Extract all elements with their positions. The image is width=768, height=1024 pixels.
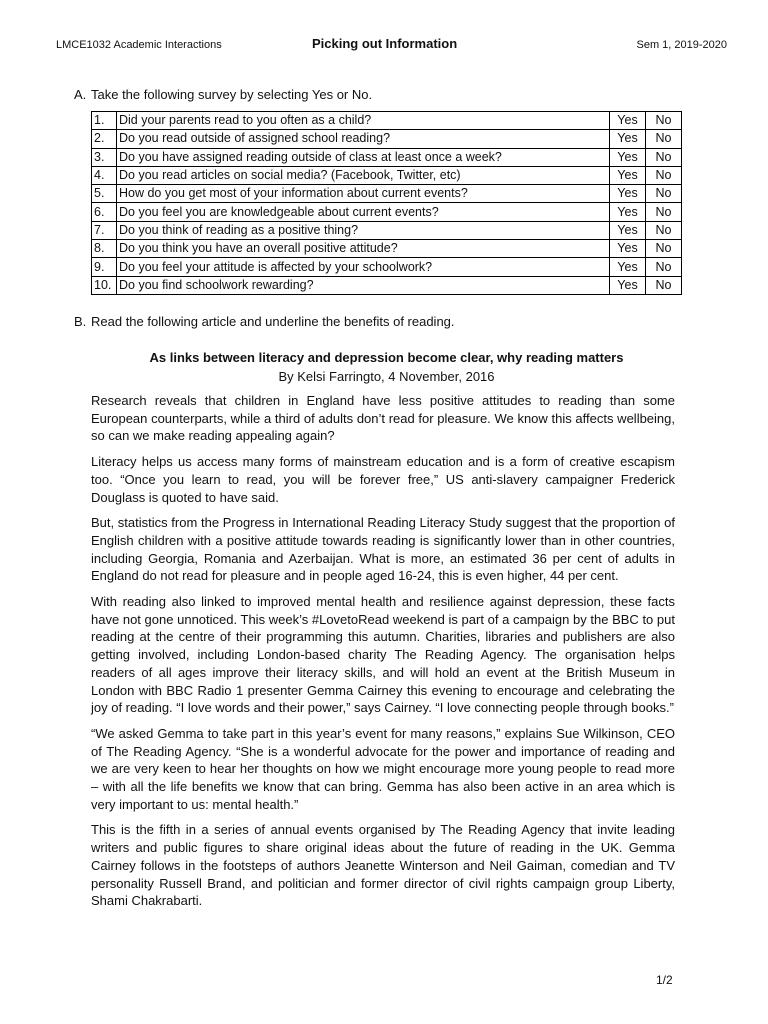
survey-row [92,276,682,294]
article-byline: By Kelsi Farringto, 4 November, 2016 [278,369,495,384]
question-number: 9. [92,258,117,276]
section-b-instruction [74,314,455,329]
question-number: 2. [92,130,117,148]
question-text: Do you have assigned reading outside of class at least once a week? [117,148,610,166]
article-paragraph: “We asked Gemma to take part in this year’s event for many reasons,” explains Sue Wilkinson, CEO of The Reading Agency. “She is a wonderful advocate for the power and importance of reading and we are very keen to hear her thoughts on how we might encourage more young people to read more – with all the life benefits we know that can bring. Gemma has also been active in an area which is very important to us: mental health.” [91,725,675,812]
question-number: 4. [92,166,117,184]
section-instruction-text: Take the following survey by selecting Yes or No. [91,87,373,102]
survey-row [92,185,682,203]
question-number: 5. [92,185,117,203]
yes-option[interactable]: Yes [610,112,646,130]
no-option[interactable]: No [646,112,682,130]
survey-table [91,111,682,295]
section-letter: A. [74,87,87,102]
no-option[interactable]: No [646,130,682,148]
question-text: Do you read articles on social media? (Facebook, Twitter, etc) [117,166,610,184]
no-option[interactable]: No [646,203,682,221]
article-paragraph: Research reveals that children in England have less positive attitudes to reading than some European counterparts, while a third of adults don’t read for pleasure. We know this affects wellbeing, so can we make reading appealing again? [91,393,675,444]
yes-option[interactable]: Yes [610,240,646,258]
survey-row [92,148,682,166]
page-header [56,36,727,56]
survey-row [92,221,682,239]
course-code: LMCE1032 Academic Interactions [56,39,222,51]
page-title: Picking out Information [312,36,458,51]
yes-option[interactable]: Yes [610,258,646,276]
article-title: As links between literacy and depression become clear, why reading matters [149,350,624,365]
question-text: Do you think of reading as a positive thing? [117,221,610,239]
question-text: Do you feel your attitude is affected by your schoolwork? [117,258,610,276]
no-option[interactable]: No [646,166,682,184]
yes-option[interactable]: Yes [610,203,646,221]
yes-option[interactable]: Yes [610,221,646,239]
no-option[interactable]: No [646,221,682,239]
article-body [91,392,675,918]
article-paragraph: Literacy helps us access many forms of mainstream education and is a form of creative escapism too. “Once you learn to read, you will be forever free,” US anti-slavery campaigner Frederick Douglass is quoted to have said. [91,454,675,505]
question-text: Do you think you have an overall positive attitude? [117,240,610,258]
page-number: 1/2 [656,973,673,987]
survey-row [92,203,682,221]
section-instruction-text: Read the following article and underline the benefits of reading. [91,314,455,329]
section-letter: B. [74,314,87,329]
no-option[interactable]: No [646,258,682,276]
article-paragraph: This is the fifth in a series of annual events organised by The Reading Agency that invite leading writers and public figures to share original ideas about the future of reading in the UK. Gemma Cairney follows in the footsteps of authors Jeanette Winterson and Neil Gaiman, comedian and TV personality Russell Brand, and politician and former director of civil rights campaign group Liberty, Shami Chakrabarti. [91,822,675,909]
question-number: 6. [92,203,117,221]
yes-option[interactable]: Yes [610,130,646,148]
question-number: 10. [92,276,117,294]
question-number: 7. [92,221,117,239]
yes-option[interactable]: Yes [610,185,646,203]
question-text: How do you get most of your information about current events? [117,185,610,203]
section-a-instruction [74,87,372,102]
survey-row [92,166,682,184]
question-number: 1. [92,112,117,130]
yes-option[interactable]: Yes [610,148,646,166]
article-paragraph: But, statistics from the Progress in International Reading Literacy Study suggest that the proportion of English children with a positive attitude towards reading is significantly lower than in other countries, including Georgia, Romania and Azerbaijan. What is more, an estimated 36 per cent of adults in England do not read for pleasure and in people aged 16-24, this is even higher, 44 per cent. [91,515,675,584]
question-text: Did your parents read to you often as a child? [117,112,610,130]
article-paragraph: With reading also linked to improved mental health and resilience against depression, these facts have not gone unnoticed. This week’s #LovetoRead weekend is part of a campaign by the BBC to put reading at the centre of their programming this autumn. Charities, libraries and publishers are also getting involved, including London-based charity The Reading Agency. The organisation helps readers of all ages improve their literacy skills, and will hold an event at the British Museum in London with BBC Radio 1 presenter Gemma Cairney this evening to encourage and celebrating the joy of reading. “I love words and their power,” says Cairney. “I love connecting people through books.” [91,594,675,716]
survey-row [92,112,682,130]
survey-row [92,258,682,276]
question-number: 3. [92,148,117,166]
survey-row [92,130,682,148]
question-number: 8. [92,240,117,258]
no-option[interactable]: No [646,185,682,203]
question-text: Do you find schoolwork rewarding? [117,276,610,294]
no-option[interactable]: No [646,240,682,258]
no-option[interactable]: No [646,276,682,294]
question-text: Do you read outside of assigned school reading? [117,130,610,148]
question-text: Do you feel you are knowledgeable about current events? [117,203,610,221]
no-option[interactable]: No [646,148,682,166]
yes-option[interactable]: Yes [610,166,646,184]
yes-option[interactable]: Yes [610,276,646,294]
semester-label: Sem 1, 2019-2020 [636,39,727,51]
survey-row [92,240,682,258]
